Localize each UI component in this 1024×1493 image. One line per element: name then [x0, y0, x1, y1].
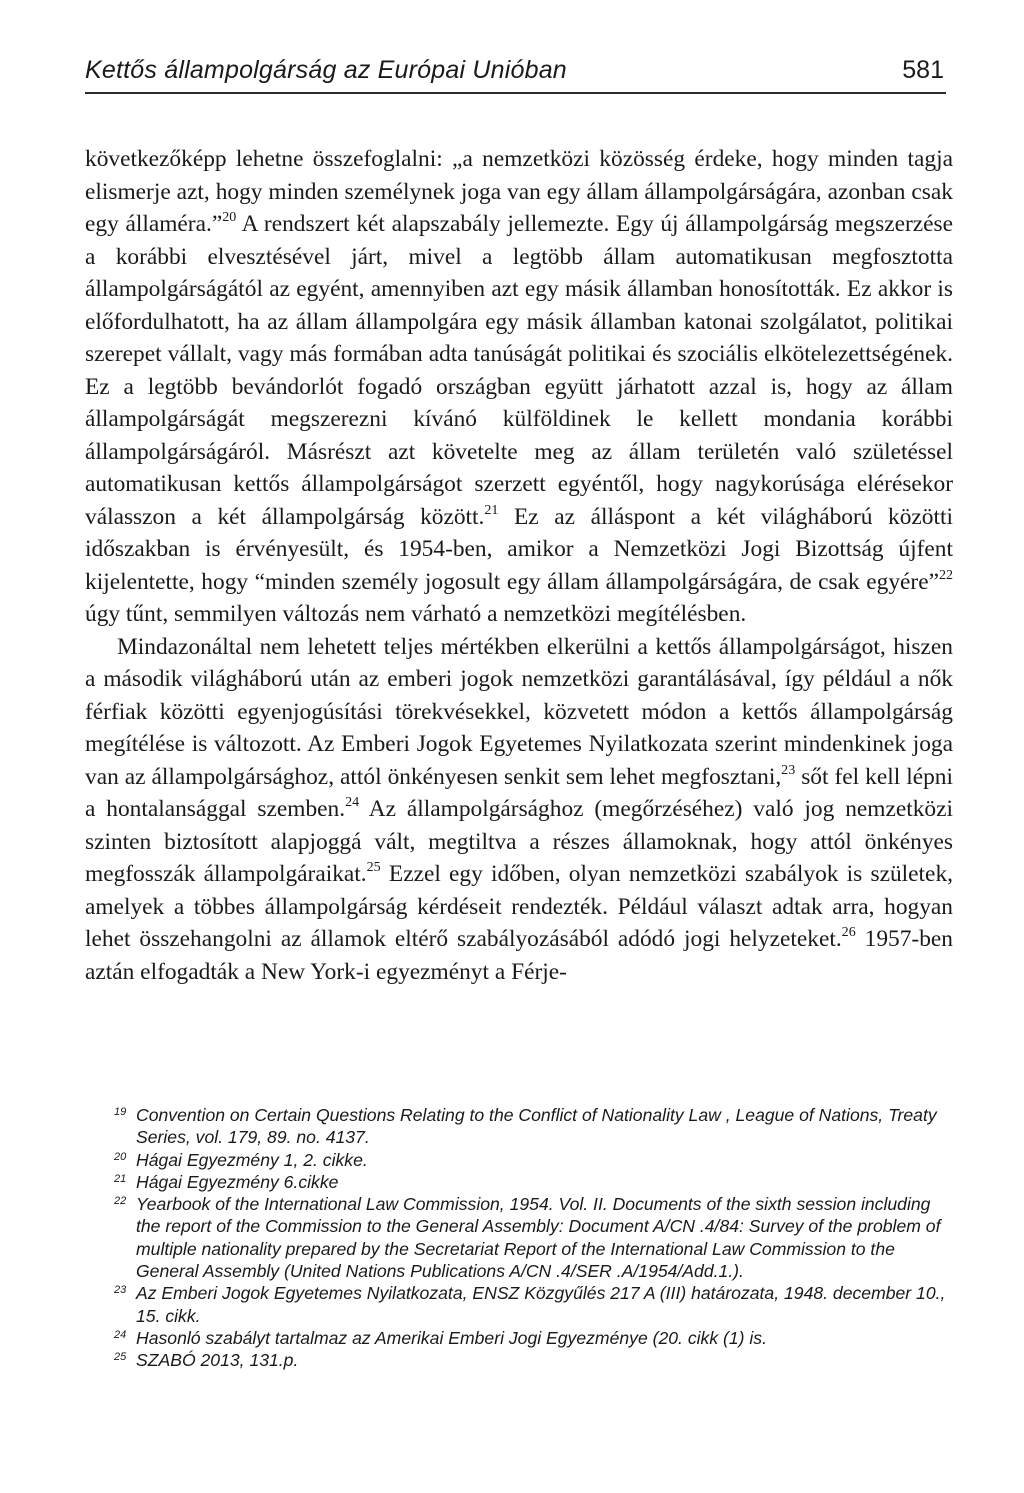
footnote-number: 19 [114, 1106, 127, 1118]
footnote-number: 22 [114, 1195, 127, 1208]
footnote-ref[interactable]: 22 [938, 566, 953, 583]
footnote [114, 1171, 952, 1193]
paragraph-text: Mindazonáltal nem lehetett teljes mértékben elkerülni a kettős állampolgárságot, hiszen a második világháború után az emberi jogok nemzetközi garantálásával, így például a nők férfiak közötti egyenjogúsítási törekvésekkel, közvetett módon a kettős állampolgárság megítélése is változott. Az Emberi Jogok Egyetemes Nyilatkozata szerint mindenkinek joga van az állampolgársághoz, attól önkényesen senkit sem lehet megfosztani, [85, 633, 953, 790]
footnote-text: Hágai Egyezmény 6.cikke [136, 1171, 339, 1192]
paragraph-text: Az állampolgársághoz (megőrzéséhez) való jog nemzetközi szinten biztosított alapjoggá vált, megtiltva a részes államoknak, hogy attól önkényes megfosszák állampolgáraikat. [85, 796, 953, 887]
page-number: 581 [902, 56, 944, 84]
footnote [114, 1193, 952, 1282]
footnote-text: Yearbook of the International Law Commission, 1954. Vol. II. Documents of the sixth session including the report of the Commission to the General Assembly: Document A/CN .4/84: Survey of the problem of multiple nationality prepared by the Secretariat Report of the International Law Commission to the General Assembly (United Nations Publications A/CN .4/SER .A/1954/Add.1.). [136, 1194, 941, 1282]
footnote-number: 23 [114, 1284, 127, 1297]
footnote-ref[interactable]: 26 [841, 924, 856, 941]
running-title: Kettős állampolgárság az Európai Unióban [85, 56, 567, 84]
footnote-text: Hágai Egyezmény 1, 2. cikke. [136, 1149, 368, 1170]
footnote-number: 24 [114, 1328, 127, 1341]
footnote-text: Convention on Certain Questions Relating to the Conflict of Nationality Law , League of Nations, Treaty Series, vol. 179, 89. no. 4137. [136, 1105, 937, 1148]
footnote [114, 1349, 952, 1371]
footnote-number: 21 [114, 1172, 127, 1185]
page-header [85, 56, 946, 94]
footnote-text: Hasonló szabályt tartalmaz az Amerikai Emberi Jogi Egyezménye (20. cikk (1) is. [136, 1327, 767, 1348]
footnote-number: 25 [114, 1351, 127, 1364]
footnote-text: Az Emberi Jogok Egyetemes Nyilatkozata, ENSZ Közgyűlés 217 A (III) határozata, 1948. december 10., 15. cikk. [136, 1283, 946, 1326]
footnote-ref[interactable]: 20 [222, 209, 237, 226]
footnote-text: SZABÓ 2013, 131.p. [136, 1350, 299, 1371]
footnote [114, 1327, 952, 1349]
paragraph-text: úgy tűnt, semmilyen változás nem várható a nemzetközi megítélésben. [85, 601, 747, 627]
footnotes [114, 1104, 952, 1372]
paragraph-2 [85, 631, 953, 989]
footnote [114, 1282, 952, 1327]
footnote [114, 1104, 952, 1149]
footnote-ref[interactable]: 21 [484, 501, 499, 518]
paragraph-text: 1957-ben aztán elfogadták a New York-i egyezményt a Férje- [85, 926, 953, 985]
paragraph-text: A rendszert két alapszabály jellemezte. Egy új állampolgárság megszerzése a korábbi elvesztésével járt, mivel a legtöbb állam automatikusan megfosztotta állampolgárságától az egyént, amennyiben azt egy másik államban honosították. Ez akkor is előfordulhatott, ha az állam állampolgára egy másik államban katonai szolgálatot, politikai szerepet vállalt, vagy más formában adta tanúságát politikai és szociális elkötelezettségének. Ez a legtöbb bevándorlót fogadó országban együtt járhatott azzal is, hogy az állam állampolgárságát megszerezni kívánó külföldinek le kellett mondania korábbi állampolgárságáról. Másrészt azt követelte meg az állam területén való születéssel automatikusan kettős állampolgárságot szerzett egyéntől, hogy nagykorúsága elérésekor válasszon a két állampolgárság között. [85, 211, 953, 530]
paragraph-text: sőt fel kell lépni a hontalansággal szemben. [85, 763, 953, 822]
paragraph-text: következőképp lehetne összefoglalni: „a nemzetközi közösség érdeke, hogy minden tagja elismerje azt, hogy minden személynek joga van egy állam állampolgárságára, azonban csak egy államéra.” [85, 146, 953, 237]
footnote-ref[interactable]: 23 [781, 761, 796, 778]
footnote [114, 1149, 952, 1171]
paragraph-1 [85, 143, 953, 631]
paragraph-text: Ez az álláspont a két világháború közötti időszakban is érvényesült, és 1954-ben, amikor a Nemzetközi Jogi Bizottság újfent kijelentette, hogy “minden személy jogosult egy állam állampolgárságára, de csak egyére” [85, 503, 953, 595]
footnote-number: 20 [114, 1150, 127, 1163]
footnote-ref[interactable]: 25 [366, 859, 381, 876]
footnote-ref[interactable]: 24 [345, 794, 360, 811]
paragraph-text: Ezzel egy időben, olyan nemzetközi szabályok is születek, amelyek a többes állampolgárság kérdéseit rendezték. Például választ adtak arra, hogyan lehet összehangolni az államok eltérő szabályozásából adódó jogi helyzeteket. [85, 861, 953, 952]
body-text [85, 143, 953, 988]
